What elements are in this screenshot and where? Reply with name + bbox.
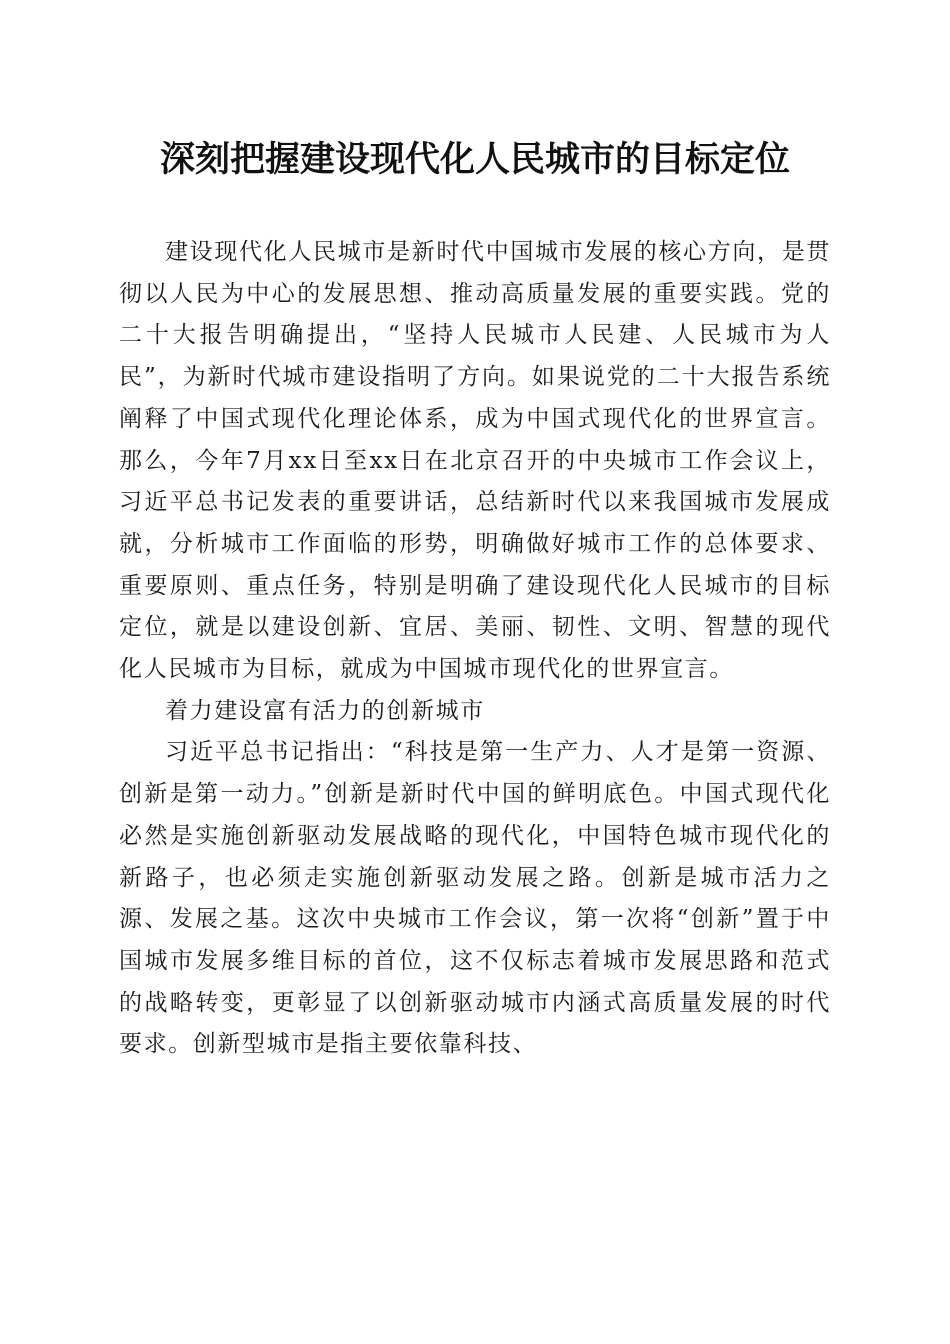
- document-title: 深刻把握建设现代化人民城市的目标定位: [159, 139, 790, 180]
- section-heading: 着力建设富有活力的创新城市: [165, 697, 485, 724]
- document-body: [119, 232, 831, 1066]
- paragraph-innovation: 习近平总书记指出：“科技是第一生产力、人才是第一资源、创新是第一动力。”创新是新时代中国的鲜明底色。中国式现代化必然是实施创新驱动发展战略的现代化，中国特色城市现代化的新路子，也必须走实施创新驱动发展之路。创新是城市活力之源、发展之基。这次中央城市工作会议，第一次将“创新”置于中国城市发展多维目标的首位，这不仅标志着城市发展思路和范式的战略转变，更彰显了以创新驱动城市内涵式高质量发展的时代要求。创新型城市是指主要依靠科技、: [119, 739, 831, 1058]
- paragraph-intro: 建设现代化人民城市是新时代中国城市发展的核心方向，是贯彻以人民为中心的发展思想、推动高质量发展的重要实践。党的二十大报告明确提出，“坚持人民城市人民建、人民城市为人民”，为新时代城市建设指明了方向。如果说党的二十大报告系统阐释了中国式现代化理论体系，成为中国式现代化的世界宣言。那么，今年7月xx日至xx日在北京召开的中央城市工作会议上，习近平总书记发表的重要讲话，总结新时代以来我国城市发展成就，分析城市工作面临的形势，明确做好城市工作的总体要求、重要原则、重点任务，特别是明确了建设现代化人民城市的目标定位，就是以建设创新、宜居、美丽、韧性、文明、智慧的现代化人民城市为目标，就成为中国城市现代化的世界宣言。: [119, 239, 831, 683]
